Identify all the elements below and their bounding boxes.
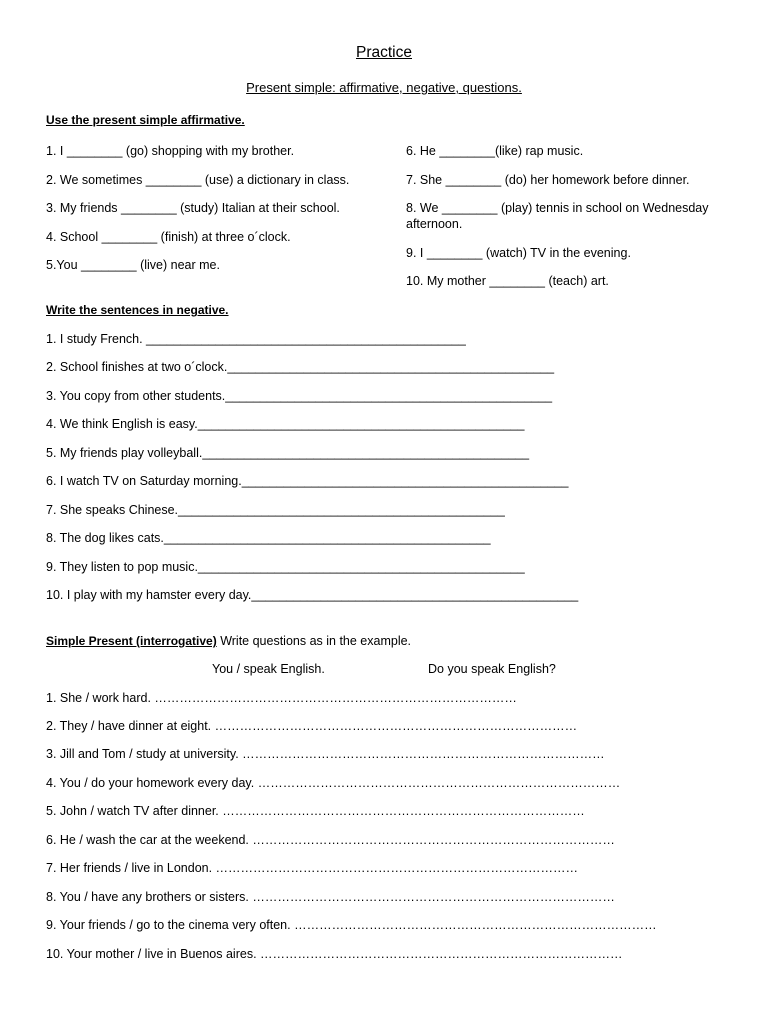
negative-item: 3. You copy from other students._______________________________________________: [46, 389, 553, 403]
affirmative-item: 2. We sometimes ________ (use) a dictionary in class.: [46, 173, 350, 187]
question-item: 8. You / have any brothers or sisters. ……………………………………………………………………………: [46, 890, 615, 904]
affirmative-item: 9. I ________ (watch) TV in the evening.: [406, 246, 631, 260]
example-answer: Do you speak English?: [428, 662, 556, 676]
question-item: 6. He / wash the car at the weekend. ……………………………………………………………………………: [46, 833, 615, 847]
page-subtitle: Present simple: affirmative, negative, questions.: [246, 80, 522, 95]
negative-item: 10. I play with my hamster every day._______________________________________________: [46, 588, 579, 602]
affirmative-item: 5.You ________ (live) near me.: [46, 258, 220, 272]
affirmative-item: 7. She ________ (do) her homework before dinner.: [406, 173, 690, 187]
negative-item: 8. The dog likes cats._______________________________________________: [46, 531, 491, 545]
example-prompt: You / speak English.: [212, 662, 325, 676]
negative-item: 7. She speaks Chinese._______________________________________________: [46, 503, 505, 517]
negative-item: 1. I study French. ______________________________________________: [46, 332, 466, 346]
affirmative-item: 6. He ________(like) rap music.: [406, 144, 584, 158]
question-item: 5. John / watch TV after dinner. ……………………………………………………………………………: [46, 804, 585, 818]
question-item: 3. Jill and Tom / study at university. ……………………………………………………………………………: [46, 747, 605, 761]
affirmative-item: 8. We ________ (play) tennis in school on Wednesday afternoon.: [406, 201, 709, 231]
negative-item: 5. My friends play volleyball._______________________________________________: [46, 446, 530, 460]
affirmative-item: 3. My friends ________ (study) Italian at their school.: [46, 201, 340, 215]
negative-item: 2. School finishes at two o´clock._______________________________________________: [46, 360, 555, 374]
negative-item: 6. I watch TV on Saturday morning._______________________________________________: [46, 474, 569, 488]
section3-heading: Simple Present (interrogative): [46, 634, 217, 648]
affirmative-item: 1. I ________ (go) shopping with my brother.: [46, 144, 295, 158]
question-item: 4. You / do your homework every day. ……………………………………………………………………………: [46, 776, 621, 790]
affirmative-item: 10. My mother ________ (teach) art.: [406, 274, 609, 288]
question-item: 2. They / have dinner at eight. ……………………………………………………………………………: [46, 719, 578, 733]
question-item: 1. She / work hard. ……………………………………………………………………………: [46, 691, 517, 705]
negative-item: 9. They listen to pop music._______________________________________________: [46, 560, 525, 574]
negative-item: 4. We think English is easy._______________________________________________: [46, 417, 525, 431]
section3-instruction: Write questions as in the example.: [216, 634, 412, 648]
question-item: 10. Your mother / live in Buenos aires. ……………………………………………………………………………: [46, 947, 623, 961]
page-title: Practice: [356, 44, 412, 61]
affirmative-item: 4. School ________ (finish) at three o´clock.: [46, 230, 291, 244]
question-item: 9. Your friends / go to the cinema very often. ……………………………………………………………………………: [46, 918, 657, 932]
section3-heading-line: [46, 633, 411, 649]
section1-heading: Use the present simple affirmative.: [46, 113, 245, 127]
question-item: 7. Her friends / live in London. ……………………………………………………………………………: [46, 861, 579, 875]
section2-heading: Write the sentences in negative.: [46, 303, 229, 317]
